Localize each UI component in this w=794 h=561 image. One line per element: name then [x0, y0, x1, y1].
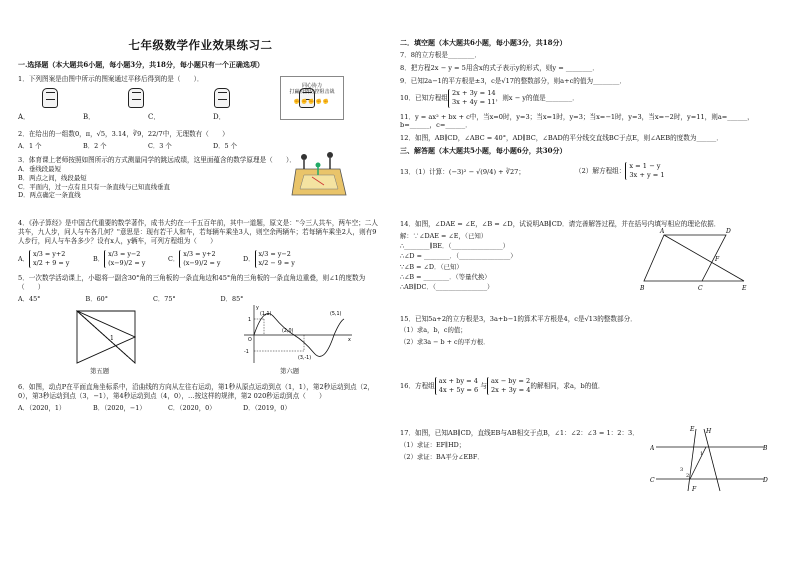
option-c: C．3 个: [148, 141, 172, 150]
q4-option-a: A． x/3 = y+2 x/2 + 9 = y: [18, 249, 70, 267]
section-choice-heading: 一.选择题（本大题共6小题，每小题3分，共18分，每小题只有一个正确选项）: [18, 59, 264, 69]
question-1: 1．下列图案是由图中所示的图案通过平移后得到的是（ ）．: [18, 74, 204, 83]
label-D: D: [763, 477, 768, 485]
label-B: B: [640, 284, 645, 292]
question-6: 6．如图，动点P在平面直角坐标系中，沿曲线的方向从左往右运动，第1秒从原点运动到点（1，1），第2秒运动到点（2，0），第3秒运动到点（3，−1），第4秒运动到点（4，0），…按这样的规律，第2 020秒运动到点（ ）: [18, 383, 374, 401]
triangle-boards-figure: [73, 307, 153, 367]
question-17: 17．如图，已知AB∥CD，直线EB与AB相交于点B，∠1：∠2：∠3 = 1：2：3．: [400, 429, 639, 438]
label-A: A: [660, 227, 665, 235]
q13-part-1: 13．（1）计算：(−3)² − √(9/4) + ∛27；: [400, 167, 525, 176]
question-7: 7．8的立方根是________．: [400, 51, 481, 60]
question-9: 9．已知2a−1的平方根是±3，c是√17的整数部分，则a+c的值为________．: [400, 77, 627, 86]
q4-options: [18, 250, 318, 268]
label-A: A: [650, 445, 655, 453]
question-15: 15．已知5a+2的立方根是3，3a+b−1的算术平方根是4，c是√13的整数部分．: [400, 314, 637, 323]
proof-line-2: ∴________∥BE．（________________）: [400, 241, 510, 250]
option-a: A．（2020，1）: [18, 404, 66, 413]
sign-line-1: 同心协力: [301, 82, 322, 89]
q6-options: [18, 404, 318, 413]
q4-option-d: D． x/3 = y−2 x/2 − 9 = y: [243, 249, 295, 267]
question-8: 8．把方程2x − y = 5用含x的式子表示y的形式，则y = ________．: [400, 64, 599, 73]
right-column: [400, 38, 780, 499]
label-B: B: [763, 445, 768, 453]
option-b: B．60°: [85, 294, 108, 303]
label-F: F: [715, 255, 720, 263]
section-answer-heading: 三、解答题（本大题共5小题，每小题6分，共30分）: [400, 146, 567, 156]
proof-line-3: ∴∠D = ________．（________________）: [400, 252, 517, 261]
angle-3: 3: [680, 467, 684, 474]
q1-options: [18, 113, 278, 122]
point-label-3-neg1: (3,-1): [298, 356, 312, 362]
option-d: D．5 个: [213, 141, 238, 150]
question-12: 12．如图，AB∥CD，∠ABC = 40°，AD∥BC，∠BAD的平分线交直线BC于点E，则∠AEB的度数为______．: [400, 134, 723, 143]
option-c: C．75°: [153, 294, 176, 303]
option-d: D．（2019，0）: [243, 404, 291, 413]
sine-curve-figure: [240, 301, 355, 367]
figure-5-caption: 第五题: [90, 367, 110, 376]
y-tick-1: 1: [248, 318, 252, 324]
fist-icon: [128, 88, 144, 108]
figures-5-6: [18, 307, 383, 377]
fist-icon: [214, 88, 230, 108]
epidemic-sign-image: 同心协力 打赢疫情防控阻击战 ✊✊✊✊✊: [280, 76, 344, 120]
point-label-2-0: (2,0): [282, 329, 294, 335]
proof-line-4: ∵∠B = ∠D．（已知）: [400, 262, 463, 271]
q13-part-2: （2）解方程组： x = 1 − y 3x + y = 1: [575, 161, 665, 179]
label-H: H: [706, 428, 712, 436]
question-4: 4．《孙子算经》是中国古代重要的数学著作，成书大约在一千五百年前，其中一道题，原文是："今三人共车，两车空；二人共车，九人步，问人与车各几何？"意思是：现有若干人和车，若每辆车乘坐3人，则空余两辆车；若每辆车乘坐2人，则有9人步行，问人与车各多少？设有x人，y辆车，可列方程组为（ ）: [18, 219, 378, 246]
label-D: D: [726, 227, 731, 235]
option-d: D．两点确定一条直线: [18, 191, 81, 200]
label-C: C: [650, 477, 655, 485]
question-14: 14．如图，∠DAE = ∠E，∠B = ∠D，试说明AB∥CD．请完善解答过程，并在括号内填写相应的理论依据．: [400, 219, 721, 228]
option-c: C．（2020，0）: [168, 404, 216, 413]
proof-line-6: ∴AB∥DC．（________________）: [400, 283, 494, 292]
option-b: B．2 个: [83, 141, 107, 150]
option-c: C．: [148, 112, 161, 121]
question-5: 5．一次数学活动课上，小聪将一副含30°角的三角板的一条直角边和45°角的三角板的一条直角边重叠，则∠1的度数为（ ）: [18, 273, 366, 291]
point-label-5-1: (5,1): [330, 312, 342, 318]
page-title: 七年级数学作业效果练习二: [128, 38, 273, 52]
option-b: B．（2020，−1）: [93, 404, 146, 413]
y-tick-neg1: -1: [244, 350, 249, 356]
option-a: A．垂线段最短: [18, 165, 61, 174]
question-10: 10．已知方程组 2x + 3y = 14 3x + 4y = 11 ，则x − y的值是________．: [400, 89, 579, 107]
q17-part-1: （1）求证：EF∥HD；: [400, 441, 466, 450]
question-3: 3．体育课上老师按照如图所示的方式测量同学的跳远成绩，这里面蕴含的数学原理是（ ）．: [18, 156, 296, 165]
angle-2: 2: [686, 473, 690, 480]
x-axis-label: x: [348, 338, 351, 344]
parallel-lines-figure: [650, 425, 770, 495]
question-11: 11．y = ax² + bx + c中，当x=0时，y=3；当x=1时，y=3；当x=−1时，y=3，当x=−2时，y=11，则a=______，b=______，c=______．: [400, 112, 754, 130]
section-fill-heading: 二．填空题（本大题共6小题，每小题3分，共18分）: [400, 38, 567, 47]
q1-figures: [18, 82, 383, 124]
q3-block: [18, 165, 383, 209]
label-E: E: [742, 284, 747, 292]
proof-line-5: ∴∠B = ________．（等量代换）: [400, 273, 491, 282]
option-d: D．: [213, 112, 226, 121]
label-E: E: [690, 426, 695, 434]
proof-line-1: 解：∵∠DAE = ∠E，（已知）: [400, 231, 488, 240]
option-a: A．1 个: [18, 141, 42, 150]
svg-text:1: 1: [110, 335, 114, 343]
long-jump-illustration: [290, 147, 350, 199]
q15-part-2: （2）求3a − b + c的平方根．: [400, 338, 490, 347]
option-b: B．: [83, 112, 96, 121]
q4-option-c: C． x/3 = y+2 (x−9)/2 = y: [168, 249, 221, 267]
option-b: B．两点之间，线段最短: [18, 173, 87, 182]
option-d: D．85°: [220, 294, 244, 303]
parallelogram-figure: [640, 227, 750, 293]
q17-block: [400, 426, 780, 499]
y-axis-label: y: [256, 306, 259, 312]
option-a: A．: [18, 112, 31, 121]
question-13: [400, 161, 780, 186]
option-c: C．平面内，过一点有且只有一条直线与已知直线垂直: [18, 182, 170, 191]
point-label-1-1: (1,1): [260, 312, 272, 318]
sign-line-2: 打赢疫情防控阻击战: [289, 89, 335, 96]
question-2: 2．在给出的一组数0，π，√5，3.14，∛9，22/7中，无理数有（ ）: [18, 129, 229, 138]
question-16: 16．方程组 ax + by = 4 4x + 5y = 6 与 ax − by = 2 2x + 3y = 4 的解相同，求a，b的值．: [400, 376, 605, 394]
fist-icon: [42, 88, 58, 108]
angle-1: 1: [700, 451, 704, 458]
q2-options: [18, 142, 278, 151]
label-C: C: [698, 284, 703, 292]
q17-part-2: （2）求证：BA平分∠EBF．: [400, 452, 484, 461]
option-a: A．45°: [18, 294, 41, 303]
q4-option-b: B． x/3 = y−2 (x−9)/2 = y: [93, 249, 146, 267]
q14-block: [400, 227, 780, 303]
left-column: [18, 0, 383, 413]
q15-part-1: （1）求a，b，c的值；: [400, 326, 467, 335]
label-F: F: [692, 486, 697, 494]
figure-6-caption: 第六题: [280, 367, 300, 376]
origin-label: O: [248, 338, 252, 344]
